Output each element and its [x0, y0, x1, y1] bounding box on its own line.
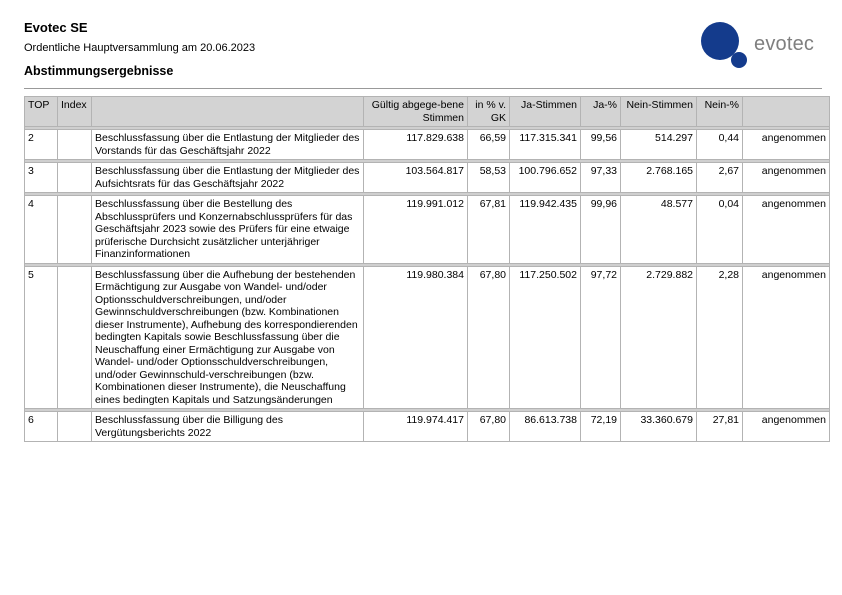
logo-wordmark: evotec	[754, 33, 815, 55]
cell-no-pct: 0,44	[697, 130, 743, 160]
cell-no-pct: 2,67	[697, 163, 743, 193]
cell-valid: 103.564.817	[364, 163, 468, 193]
meeting-line: Ordentliche Hauptversammlung am 20.06.2023	[24, 42, 256, 54]
cell-subject: Beschlussfassung über die Entlastung der Mitglieder des Aufsichtsrats für das Geschäftsjahr 2022	[92, 163, 364, 193]
cell-yes: 117.250.502	[510, 266, 581, 409]
cell-pct-gk: 58,53	[468, 163, 510, 193]
cell-yes: 86.613.738	[510, 412, 581, 442]
cell-result: angenommen	[743, 412, 830, 442]
col-pct-capital: in % v. GK	[468, 97, 510, 127]
cell-valid: 119.991.012	[364, 196, 468, 264]
table-row	[25, 266, 830, 409]
cell-pct-gk: 67,80	[468, 412, 510, 442]
table-row	[25, 412, 830, 442]
cell-yes: 100.796.652	[510, 163, 581, 193]
company-name: Evotec SE	[24, 20, 88, 35]
cell-result: angenommen	[743, 163, 830, 193]
evotec-logo	[699, 20, 829, 70]
cell-top: 3	[25, 163, 58, 193]
cell-yes-pct: 99,96	[581, 196, 621, 264]
col-valid-votes: Gültig abgege-bene Stimmen	[364, 97, 468, 127]
col-yes-votes: Ja-Stimmen	[510, 97, 581, 127]
cell-index	[58, 412, 92, 442]
cell-no: 514.297	[621, 130, 697, 160]
cell-no: 2.729.882	[621, 266, 697, 409]
cell-no: 48.577	[621, 196, 697, 264]
cell-no-pct: 27,81	[697, 412, 743, 442]
cell-pct-gk: 66,59	[468, 130, 510, 160]
cell-yes-pct: 99,56	[581, 130, 621, 160]
col-subject	[92, 97, 364, 127]
col-no-votes: Nein-Stimmen	[621, 97, 697, 127]
cell-yes-pct: 97,72	[581, 266, 621, 409]
cell-result: angenommen	[743, 130, 830, 160]
cell-yes-pct: 97,33	[581, 163, 621, 193]
cell-no-pct: 0,04	[697, 196, 743, 264]
cell-index	[58, 130, 92, 160]
cell-index	[58, 266, 92, 409]
cell-valid: 119.980.384	[364, 266, 468, 409]
cell-result: angenommen	[743, 266, 830, 409]
cell-index	[58, 196, 92, 264]
cell-valid: 119.974.417	[364, 412, 468, 442]
cell-top: 4	[25, 196, 58, 264]
cell-result: angenommen	[743, 196, 830, 264]
cell-index	[58, 163, 92, 193]
col-top: TOP	[25, 97, 58, 127]
cell-no-pct: 2,28	[697, 266, 743, 409]
cell-subject: Beschlussfassung über die Billigung des Vergütungsberichts 2022	[92, 412, 364, 442]
cell-valid: 117.829.638	[364, 130, 468, 160]
cell-top: 2	[25, 130, 58, 160]
table-row	[25, 130, 830, 160]
cell-top: 6	[25, 412, 58, 442]
cell-pct-gk: 67,81	[468, 196, 510, 264]
cell-yes-pct: 72,19	[581, 412, 621, 442]
cell-no: 33.360.679	[621, 412, 697, 442]
cell-subject: Beschlussfassung über die Aufhebung der bestehenden Ermächtigung zur Ausgabe von Wandel- und/oder Optionsschuldverschreibungen, und/oder Gewinnschuldverschreibungen (bzw. Kombinationen dieser Instrumente), Aufhebung des korrespondierenden bedingten Kapitals sowie Beschlussfassung über die Neuschaffung einer Ermächtigung zur Ausgabe von Wandel- und/oder Optionsschuldverschreibungen, und/oder Gewinnschuld-verschreibungen (bzw. Kombinationen dieser Instrumente), die Neuschaffung eines bedingten Kapitals und Satzungsänderungen	[92, 266, 364, 409]
table-header-row	[25, 97, 830, 127]
cell-no: 2.768.165	[621, 163, 697, 193]
table-row	[25, 196, 830, 264]
results-table	[24, 96, 830, 442]
cell-yes: 119.942.435	[510, 196, 581, 264]
logo-dot-small-icon	[731, 52, 747, 68]
cell-top: 5	[25, 266, 58, 409]
cell-pct-gk: 67,80	[468, 266, 510, 409]
cell-yes: 117.315.341	[510, 130, 581, 160]
col-no-pct: Nein-%	[697, 97, 743, 127]
header-divider	[24, 88, 822, 89]
col-yes-pct: Ja-%	[581, 97, 621, 127]
page-title: Abstimmungsergebnisse	[24, 64, 174, 78]
table-row	[25, 163, 830, 193]
col-index: Index	[58, 97, 92, 127]
cell-subject: Beschlussfassung über die Bestellung des Abschlussprüfers und Konzernabschlussprüfers für das Geschäftsjahr 2023 sowie des Prüfers für eine etwaige prüferische Durchsicht zusätzlicher unterjähriger Finanzinformationen	[92, 196, 364, 264]
col-result	[743, 97, 830, 127]
cell-subject: Beschlussfassung über die Entlastung der Mitglieder des Vorstands für das Geschäftsjahr 2022	[92, 130, 364, 160]
